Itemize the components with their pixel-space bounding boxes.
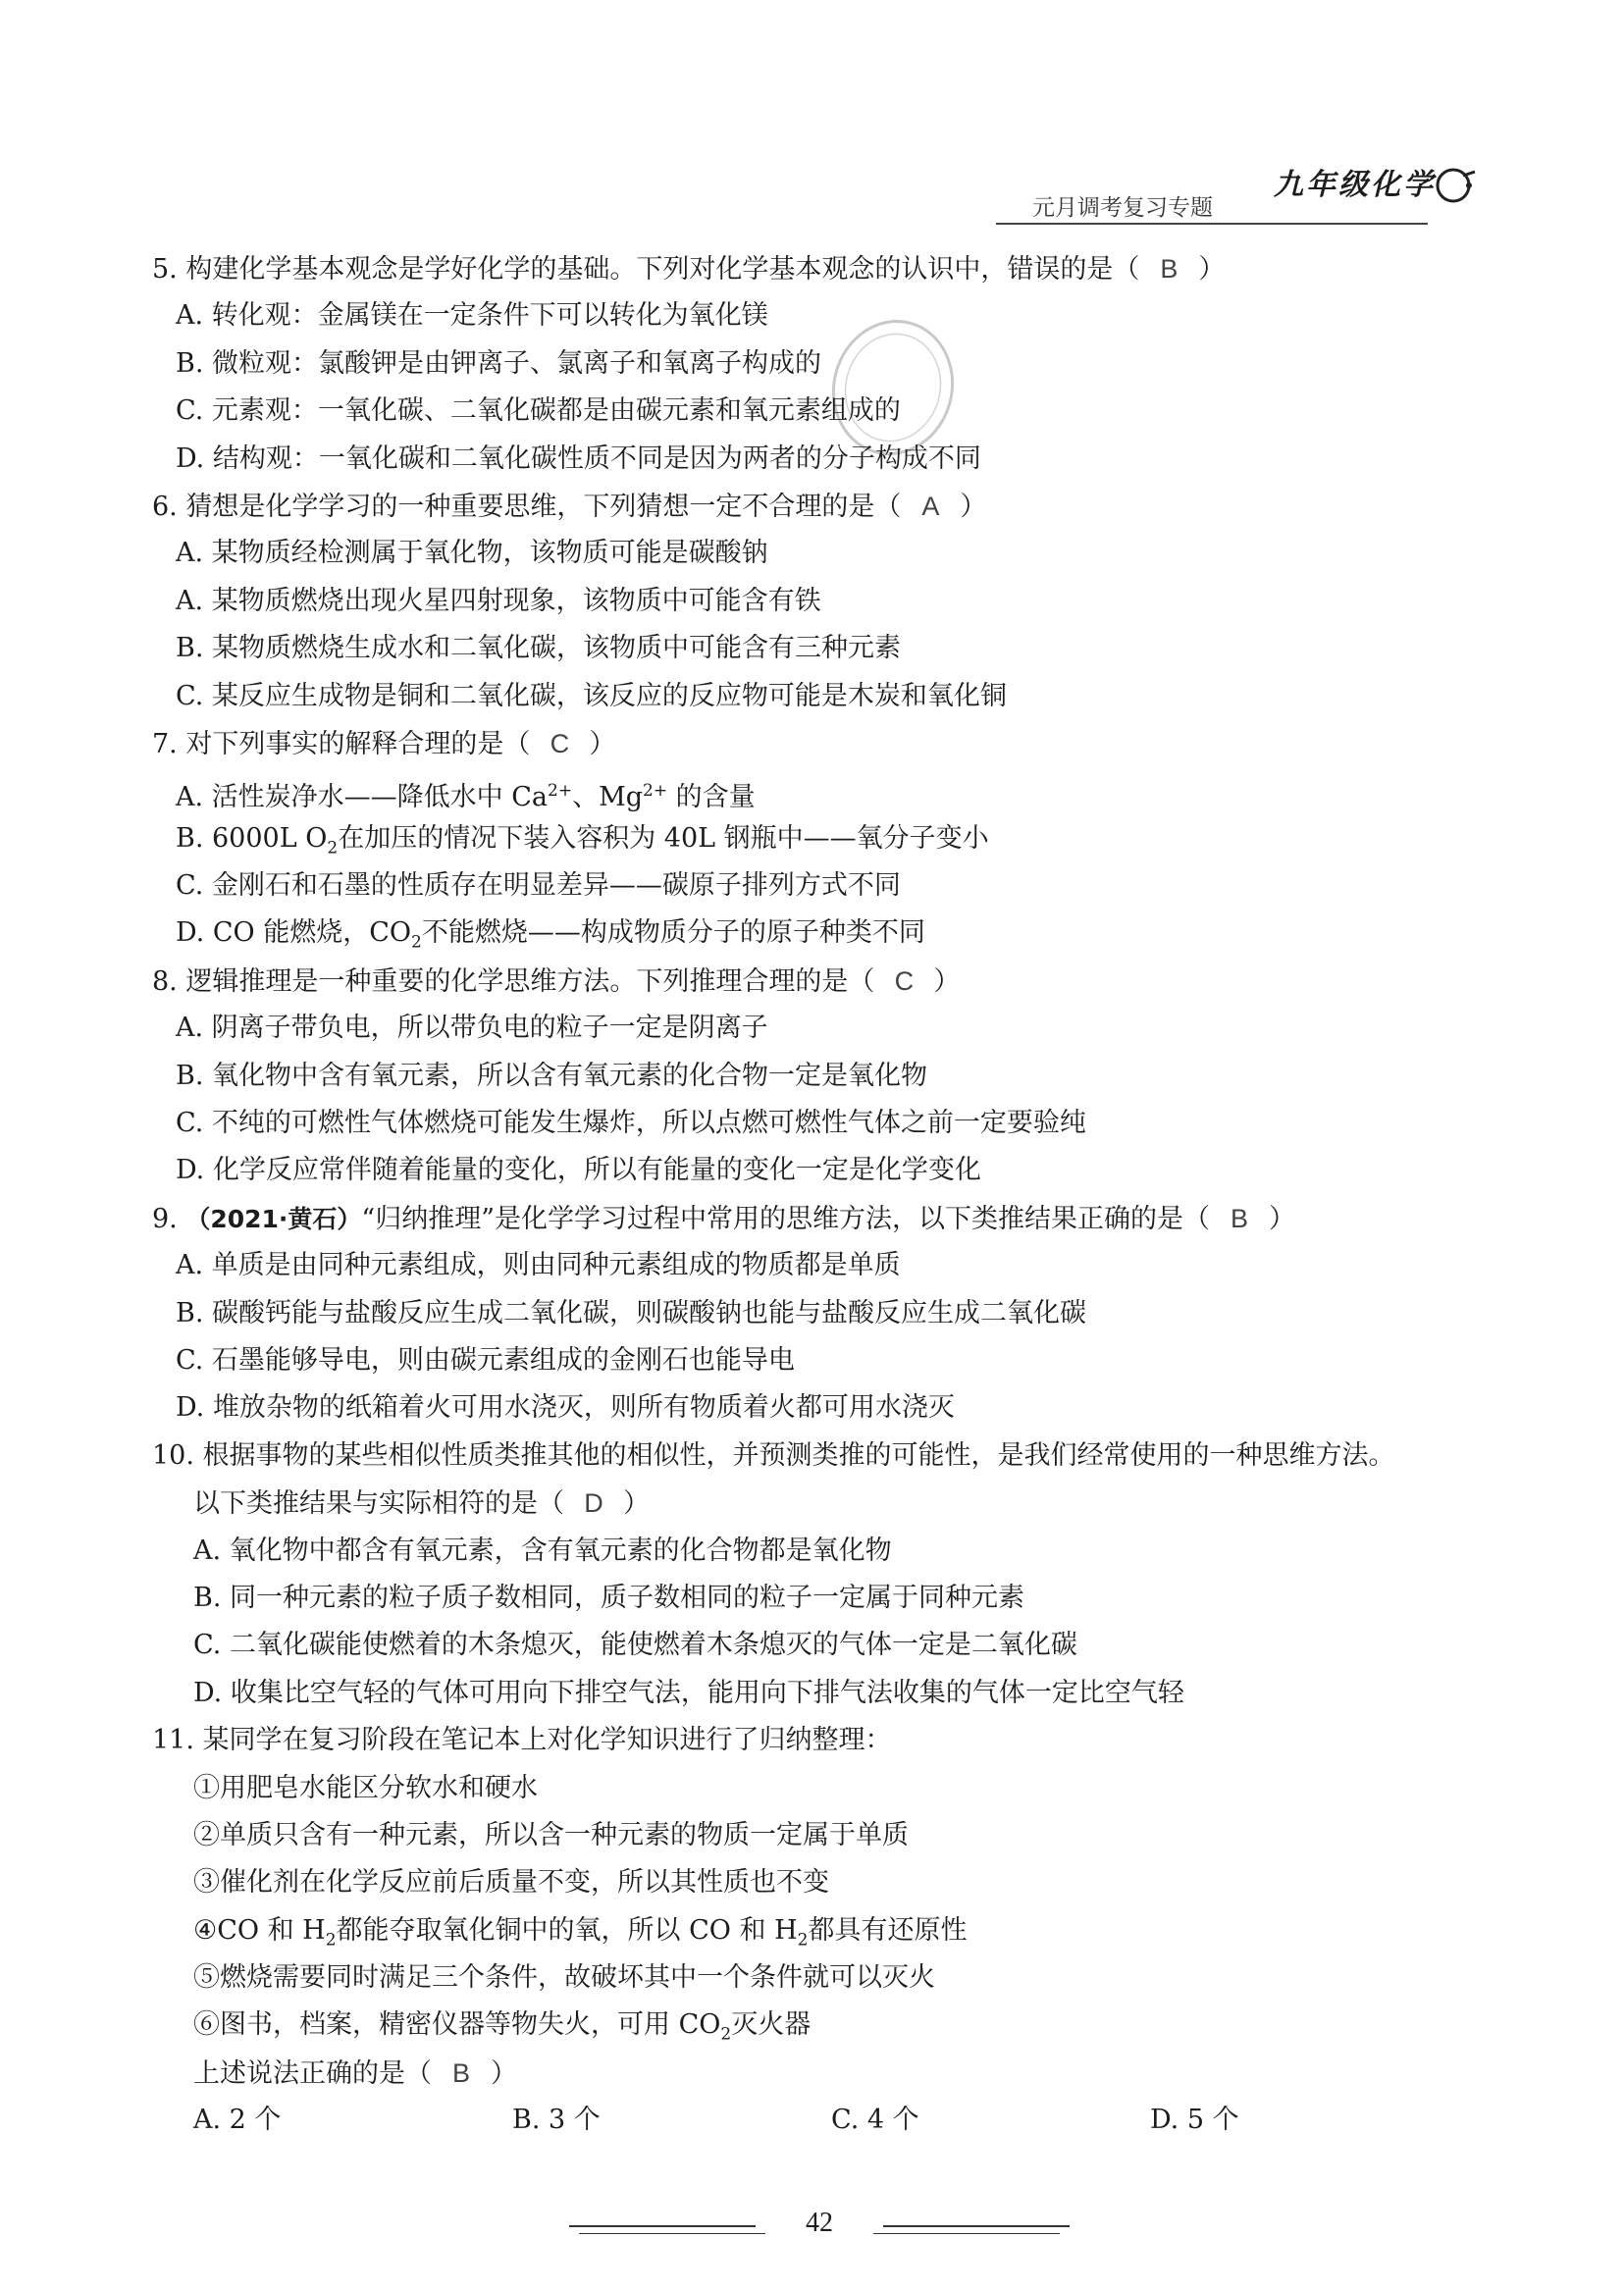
option: A. 某物质燃烧出现火星四射现象，该物质中可能含有铁 bbox=[176, 585, 821, 616]
question-9 bbox=[152, 1195, 1487, 1432]
choice: D. 5 个 bbox=[1150, 2105, 1239, 2136]
option: B. 微粒观：氯酸钾是由钾离子、氯离子和氧离子构成的 bbox=[176, 347, 822, 379]
flask-icon bbox=[1434, 162, 1477, 205]
question-stem-continued: 上述说法正确的是（ B ） bbox=[152, 2050, 1487, 2097]
statement: ⑤燃烧需要同时满足三个条件，故破坏其中一个条件就可以灭火 bbox=[193, 1962, 935, 1994]
question-5 bbox=[152, 245, 1487, 483]
question-list bbox=[152, 245, 1487, 2145]
footer-rule-left bbox=[569, 2225, 756, 2227]
page-footer bbox=[569, 2198, 1070, 2257]
option: C. 元素观：一氧化碳、二氧化碳都是由碳元素和氧元素组成的 bbox=[176, 395, 901, 427]
footer-rule-left-thin bbox=[579, 2233, 765, 2234]
answer: C bbox=[894, 965, 915, 996]
answer: B bbox=[451, 2057, 470, 2088]
question-stem: 6. 猜想是化学学习的一种重要思维，下列猜想一定不合理的是（ A ） bbox=[152, 483, 1487, 530]
option: A. 转化观：金属镁在一定条件下可以转化为氧化镁 bbox=[176, 300, 768, 332]
option: C. 二氧化碳能使燃着的木条熄灭，能使燃着木条熄灭的气体一定是二氧化碳 bbox=[193, 1630, 1077, 1661]
option: C. 某反应生成物是铜和二氧化碳，该反应的反应物可能是木炭和氧化铜 bbox=[176, 680, 1007, 711]
option: B. 碳酸钙能与盐酸反应生成二氧化碳，则碳酸钠也能与盐酸反应生成二氧化碳 bbox=[176, 1297, 1087, 1328]
statement: ②单质只含有一种元素，所以含一种元素的物质一定属于单质 bbox=[193, 1819, 909, 1850]
question-stem-continued: 以下类推结果与实际相符的是（ D ） bbox=[152, 1480, 1487, 1527]
answer: D bbox=[584, 1488, 603, 1519]
option: A. 阴离子带负电，所以带负电的粒子一定是阴离子 bbox=[176, 1013, 768, 1044]
question-stem: 8. 逻辑推理是一种重要的化学思维方法。下列推理合理的是（ C ） bbox=[152, 958, 1487, 1005]
choice: B. 3 个 bbox=[512, 2105, 601, 2136]
question-source: （2021·黄石） bbox=[185, 1204, 362, 1233]
answer: C bbox=[550, 728, 570, 758]
question-7 bbox=[152, 720, 1487, 958]
question-stem: 9. （2021·黄石）“归纳推理”是化学学习过程中常用的思维方法，以下类推结果正确的是（ B ） bbox=[152, 1195, 1487, 1242]
option: A. 氧化物中都含有氧元素，含有氧元素的化合物都是氧化物 bbox=[193, 1535, 892, 1566]
question-stem: 11. 某同学在复习阶段在笔记本上对化学知识进行了归纳整理： bbox=[152, 1725, 892, 1756]
choice: C. 4 个 bbox=[831, 2105, 919, 2136]
option: D. 化学反应常伴随着能量的变化，所以有能量的变化一定是化学变化 bbox=[176, 1155, 981, 1186]
option: C. 金刚石和石墨的性质存在明显差异——碳原子排列方式不同 bbox=[176, 870, 901, 902]
book-title: 九年级化学 bbox=[1274, 168, 1436, 202]
statement: ④CO 和 $H_2$都能夺取氧化铜中的氧，所以 CO 和 $H_2$都具有还原性 bbox=[193, 1914, 968, 1951]
footer-rule-right bbox=[883, 2225, 1070, 2227]
question-stem: 5. 构建化学基本观念是学好化学的基础。下列对化学基本观念的认识中，错误的是（ B ） bbox=[152, 245, 1487, 292]
option: C. 不纯的可燃性气体燃烧可能发生爆炸，所以点燃可燃性气体之前一定要验纯 bbox=[176, 1108, 1086, 1139]
statement: ⑥图书，档案，精密仪器等物失火，可用 $CO_2$灭火器 bbox=[193, 2009, 812, 2045]
question-stem: 7. 对下列事实的解释合理的是（ C ） bbox=[152, 720, 1487, 767]
statement: ③催化剂在化学反应前后质量不变，所以其性质也不变 bbox=[193, 1867, 829, 1899]
page-header bbox=[996, 152, 1487, 231]
answer: B bbox=[1231, 1203, 1249, 1233]
footer-rule-right-thin bbox=[873, 2233, 1060, 2234]
answer: B bbox=[1160, 254, 1179, 284]
option: A. 活性炭净水——降低水中 $Ca^{2+}$、$Mg^{2+}$ 的含量 bbox=[176, 781, 756, 813]
option: B. 同一种元素的粒子质子数相同，质子数相同的粒子一定属于同种元素 bbox=[193, 1582, 1025, 1613]
page-number: 42 bbox=[806, 2208, 833, 2238]
option: A. 单质是由同种元素组成，则由同种元素组成的物质都是单质 bbox=[176, 1250, 901, 1281]
question-8 bbox=[152, 958, 1487, 1195]
answer: A bbox=[921, 491, 940, 521]
section-subtitle: 元月调考复习专题 bbox=[1032, 195, 1213, 221]
choice: A. 2 个 bbox=[193, 2105, 282, 2136]
option: A. 某物质经检测属于氧化物，该物质可能是碳酸钠 bbox=[176, 538, 768, 569]
option: D. 收集比空气轻的气体可用向下排空气法，能用向下排气法收集的气体一定比空气轻 bbox=[193, 1677, 1184, 1708]
question-6 bbox=[152, 483, 1487, 720]
option: C. 石墨能够导电，则由碳元素组成的金刚石也能导电 bbox=[176, 1344, 795, 1376]
question-11 bbox=[152, 1717, 1487, 2145]
option: B. 某物质燃烧生成水和二氧化碳，该物质中可能含有三种元素 bbox=[176, 633, 902, 664]
header-divider bbox=[996, 223, 1428, 225]
statement: ①用肥皂水能区分软水和硬水 bbox=[193, 1772, 538, 1803]
question-10 bbox=[152, 1432, 1487, 1717]
question-stem: 10. 根据事物的某些相似性质类推其他的相似性，并预测类推的可能性，是我们经常使用的一种思维方法。 bbox=[152, 1439, 1395, 1471]
option: B. 氧化物中含有氧元素，所以含有氧元素的化合物一定是氧化物 bbox=[176, 1060, 928, 1091]
option: D. 堆放杂物的纸箱着火可用水浇灭，则所有物质着火都可用水浇灭 bbox=[176, 1392, 955, 1424]
option: B. 6000L $O_2$在加压的情况下装入容积为 40L 钢瓶中——氧分子变小 bbox=[176, 822, 989, 859]
option: D. 结构观：一氧化碳和二氧化碳性质不同是因为两者的分子构成不同 bbox=[176, 442, 981, 474]
answer-choices bbox=[152, 2097, 1487, 2144]
option: D. CO 能燃烧，$CO_2$不能燃烧——构成物质分子的原子种类不同 bbox=[176, 917, 925, 953]
